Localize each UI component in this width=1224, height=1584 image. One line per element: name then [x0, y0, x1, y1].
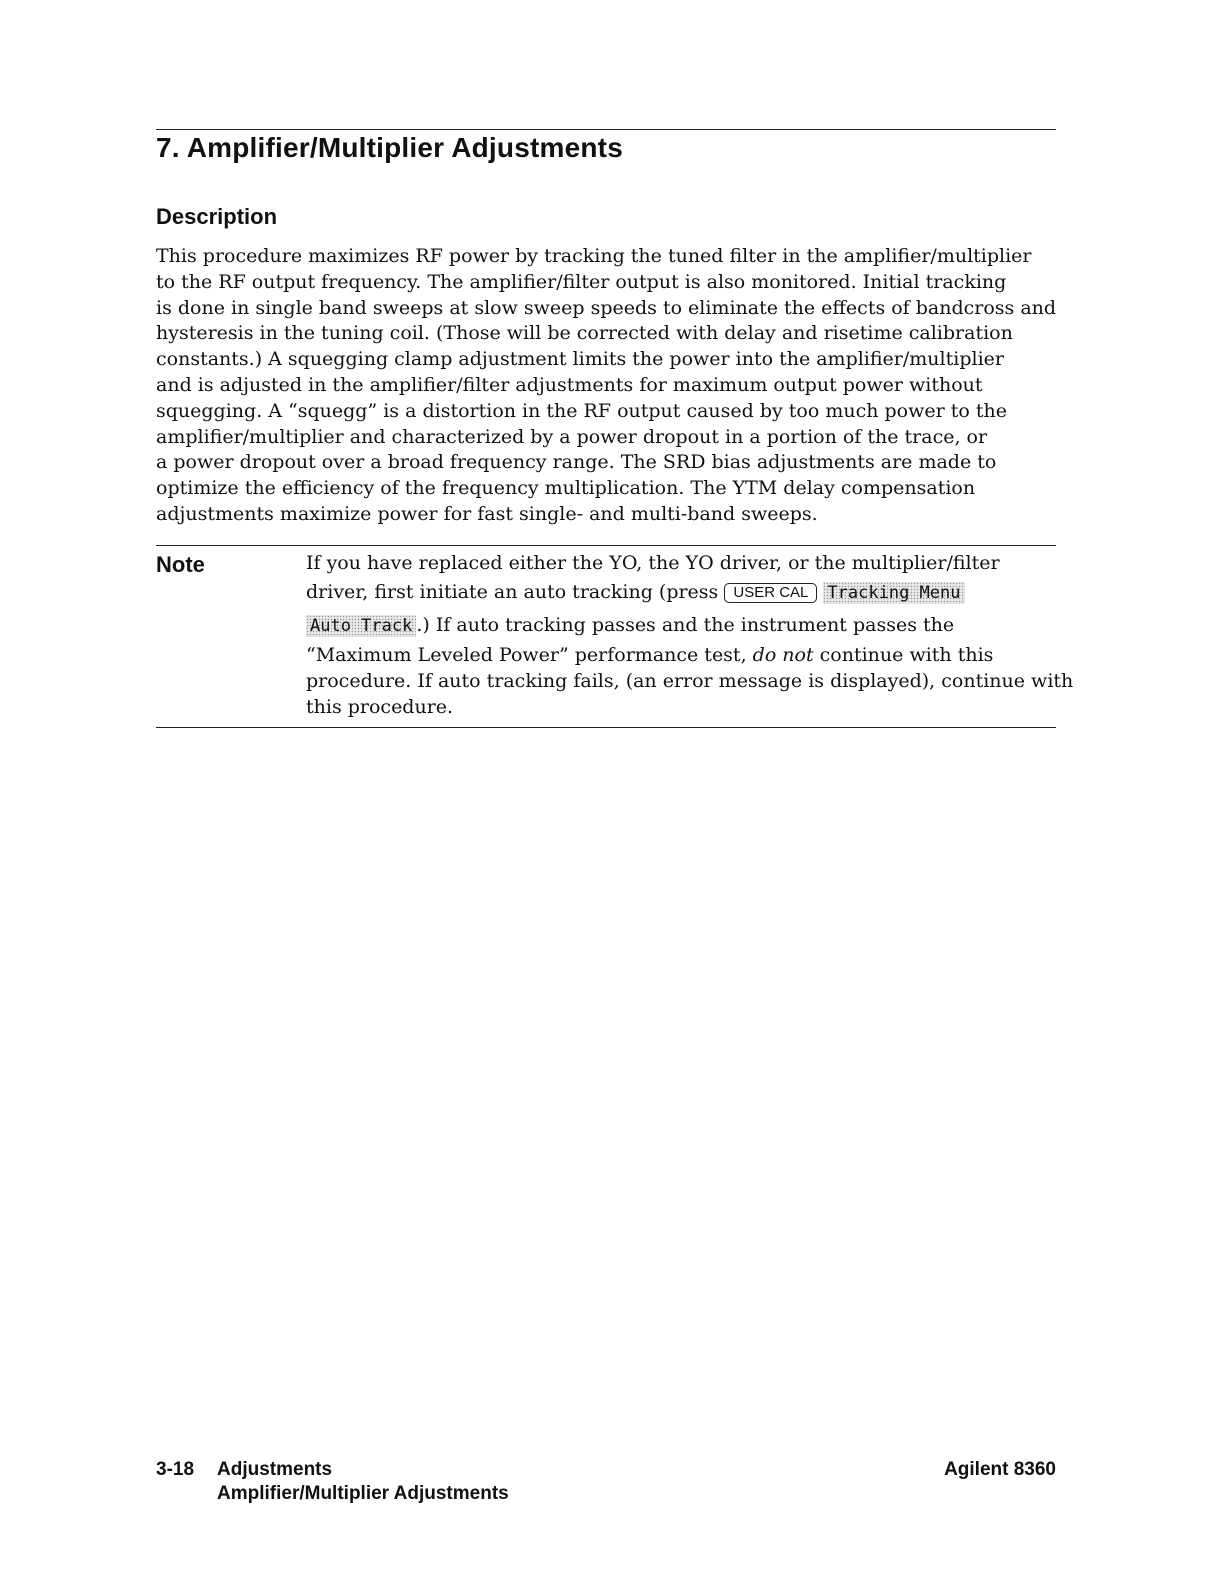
note-line: procedure. If auto tracking fails, (an error message is displayed), continue with	[306, 670, 1074, 692]
description-line: to the RF output frequency. The amplifier/filter output is also monitored. Initial tracking	[156, 270, 1007, 293]
description-line: hysteresis in the tuning coil. (Those will be corrected with delay and risetime calibration	[156, 322, 1013, 345]
user-cal-key: USER CAL	[724, 583, 817, 603]
note-line-text: “Maximum Leveled Power” performance test,	[306, 644, 747, 666]
note-top-rule	[156, 545, 1056, 546]
note-line	[306, 609, 1058, 642]
description-line: optimize the efficiency of the frequency multiplication. The YTM delay compensation	[156, 477, 976, 500]
footer-page-number: 3-18	[156, 1459, 195, 1480]
note-line-text: driver, first initiate an auto tracking (press	[306, 581, 719, 603]
footer-section: Amplifier/Multiplier Adjustments	[217, 1483, 509, 1504]
note-line	[306, 576, 1058, 609]
note-line-text: continue with this	[819, 644, 994, 666]
note-bottom-rule	[156, 727, 1056, 728]
tracking-menu-softkey: Tracking Menu	[823, 582, 964, 604]
description-line: is done in single band sweeps at slow sweep speeds to eliminate the effects of bandcross and	[156, 296, 1057, 319]
description-line: This procedure maximizes RF power by tracking the tuned filter in the amplifier/multiplier	[156, 245, 1032, 267]
note-label: Note	[156, 552, 205, 577]
section-title: 7. Amplifier/Multiplier Adjustments	[156, 132, 623, 163]
auto-track-softkey: Auto Track	[306, 615, 416, 637]
description-heading: Description	[156, 204, 278, 229]
top-rule	[156, 129, 1056, 130]
emphasis-text: do not	[752, 644, 814, 666]
description-line: squegging. A “squegg” is a distortion in the RF output caused by too much power to the	[156, 399, 1007, 422]
footer-product: Agilent 8360	[944, 1459, 1056, 1480]
description-paragraph	[156, 244, 1056, 528]
note-line	[306, 642, 1058, 668]
description-line: a power dropout over a broad frequency range. The SRD bias adjustments are made to	[156, 451, 997, 474]
note-line: If you have replaced either the YO, the YO driver, or the multiplier/filter	[306, 552, 1000, 574]
description-line: constants.) A squegging clamp adjustment limits the power into the amplifier/multiplier	[156, 348, 1004, 371]
description-line: amplifier/multiplier and characterized by a power dropout in a portion of the trace, or	[156, 425, 988, 448]
description-line: adjustments maximize power for fast single- and multi-band sweeps.	[156, 502, 818, 525]
note-line: this procedure.	[306, 696, 454, 718]
note-body	[306, 550, 1074, 720]
footer-chapter: Adjustments	[217, 1459, 333, 1480]
note-line-text: .) If auto tracking passes and the instrument passes the	[416, 614, 955, 636]
description-line: and is adjusted in the amplifier/filter adjustments for maximum output power without	[156, 373, 983, 396]
